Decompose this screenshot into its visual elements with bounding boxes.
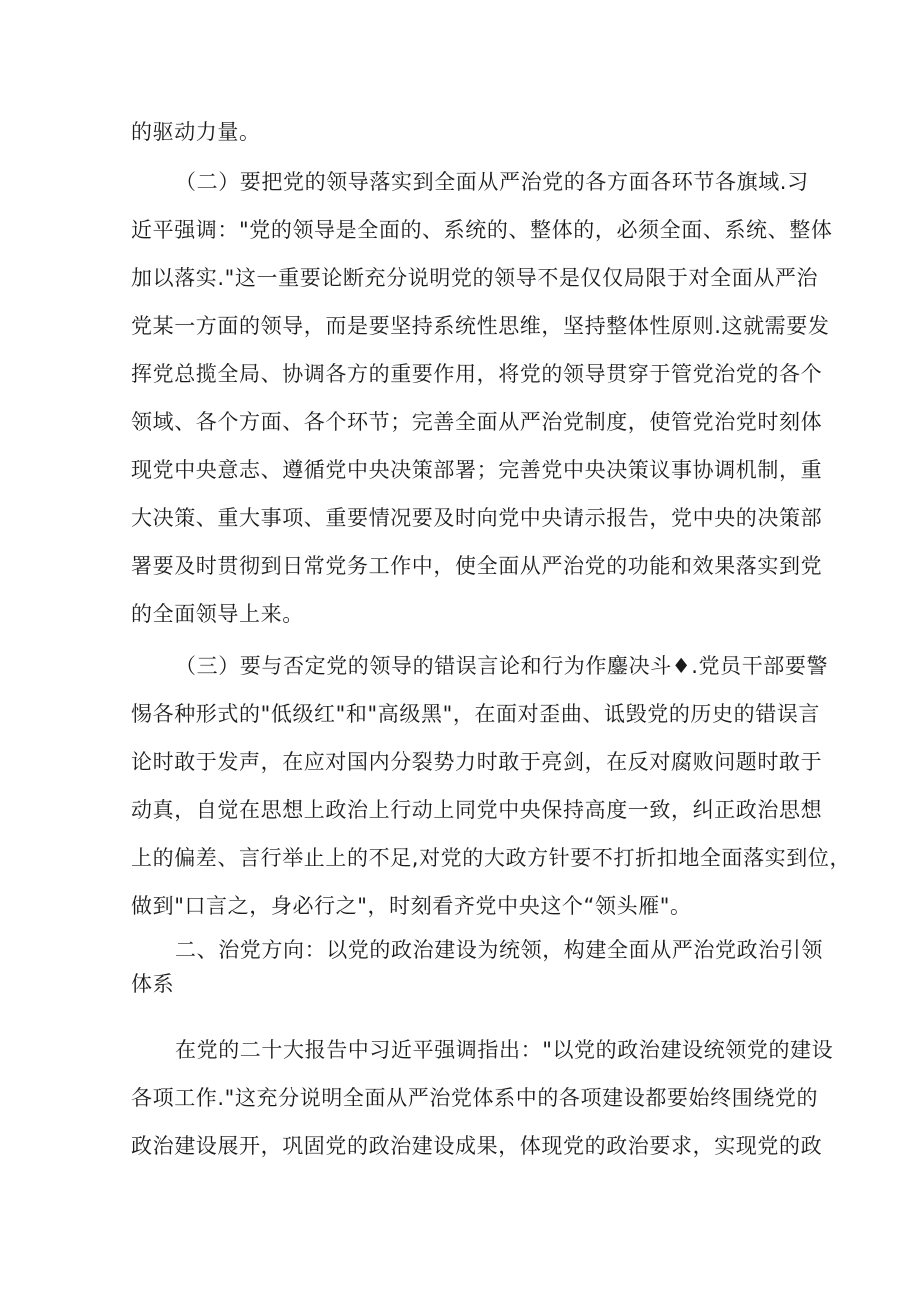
text-line: 署要及时贯彻到日常党务工作中，使全面从严治党的功能和效果落实到党	[131, 554, 823, 578]
text-line: 挥党总揽全局、协调各方的重要作用，将党的领导贯穿于管党治党的各个	[131, 362, 823, 386]
text-line: 在党的二十大报告中习近平强调指出："以党的政治建设统领党的建设	[175, 1038, 834, 1062]
text-line: 做到"口言之，身必行之"，时刻看齐党中央这个“领头雁"。	[131, 894, 692, 918]
text-line: 领域、各个方面、各个环节；完善全面从严治党制度，使管党治党时刻体	[131, 410, 823, 434]
text-line: 加以落实."这一重要论断充分说明党的领导不是仅仅局限于对全面从严治	[131, 266, 819, 290]
text-line: 上的偏差、言行举止上的不足,对党的大政方针要不打折扣地全面落实到位，	[131, 846, 852, 870]
text-line: 的全面领导上来。	[131, 602, 304, 626]
text-line: 惕各种形式的"低级红"和"高级黑"，在面对歪曲、诋毁党的历史的错误言	[131, 702, 821, 726]
text-line: 的驱动力量。	[131, 120, 261, 144]
text-line: 论时敢于发声，在应对国内分裂势力时敢于亮剑，在反对腐败问题时敢于	[131, 750, 823, 774]
text-line: 党某一方面的领导，而是要坚持系统性思维，坚持整体性原则.这就需要发	[131, 314, 830, 338]
text-line: 各项工作."这充分说明全面从严治党体系中的各项建设都要始终围绕党的	[131, 1086, 819, 1110]
section-heading: 二、治党方向：以党的政治建设为统领，构建全面从严治党政治引领	[175, 938, 823, 962]
text-line: （二）要把党的领导落实到全面从严治党的各方面各环节各旗域.习	[175, 170, 809, 194]
text-line: （三）要与否定党的领导的错误言论和行为作鏖决斗♦.党员干部要警	[175, 654, 829, 678]
text-line: 动真，自觉在思想上政治上行动上同党中央保持高度一致，纠正政治思想	[131, 798, 823, 822]
text-line: 政治建设展开，巩固党的政治建设成果，体现党的政治要求，实现党的政	[131, 1134, 823, 1158]
text-line: 近平强调："党的领导是全面的、系统的、整体的，必须全面、系统、整体	[131, 218, 833, 242]
text-line: 大决策、重大事项、重要情况要及时向党中央请示报告，党中央的决策部	[131, 506, 823, 530]
section-heading: 体系	[131, 972, 175, 996]
text-line: 现党中央意志、遵循党中央决策部署；完善党中央决策议事协调机制，重	[131, 458, 823, 482]
